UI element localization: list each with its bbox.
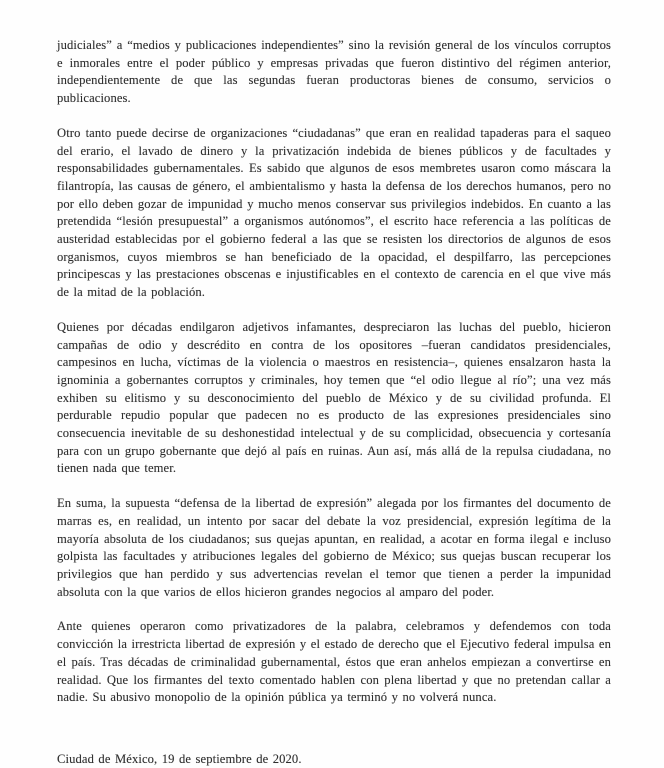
dateline: Ciudad de México, 19 de septiembre de 2020. bbox=[57, 751, 302, 766]
paragraph-4: En suma, la supuesta “defensa de la libertad de expresión” alegada por los firmantes del documento de marras es, en realidad, un intento por sacar del debate la voz presidencial, expresión legítima de la mayoría absoluta de los ciudadanos; sus quejas apuntan, en realidad, a acotar en forma ilegal e incluso golpista las facultades y atribuciones legales del gobierno de México; sus quejas buscan recuperar los privilegios que han perdido y sus advertencias revelan el temor que tienen a perder la impunidad absoluta con la que varios de ellos hicieron grandes negocios al amparo del poder. bbox=[57, 496, 611, 599]
paragraph-2: Otro tanto puede decirse de organizaciones “ciudadanas” que eran en realidad tapaderas para el saqueo del erario, el lavado de dinero y la privatización indebida de bienes públicos y de facultades y responsabilidades gubernamentales. Es sabido que algunos de esos membretes usaron como máscara la filantropía, las causas de género, el ambientalismo y hasta la defensa de los derechos humanos, pero no por ello deben gozar de impunidad y mucho menos conservar sus privilegios indebidos. En cuanto a las pretendida “lesión presupuestal” a organismos autónomos”, el escrito hace referencia a las políticas de austeridad establecidas por el gobierno federal a las que se resisten los directorios de algunos de esos organismos, cuyos miembros se han beneficiado de la opacidad, el despilfarro, las percepciones principescas y las prestaciones obscenas e injustificables en el contexto de carencia en el que vive más de la mitad de la población. bbox=[57, 125, 611, 300]
paragraph-3: Quienes por décadas endilgaron adjetivos infamantes, despreciaron las luchas del pueblo, hicieron campañas de odio y descrédito en contra de los opositores –fueran candidatos presidenciales, campesinos en lucha, víctimas de la violencia o maestros en resistencia–, quienes ensalzaron hasta la ignominia a gobernantes corruptos y criminales, hoy temen que “el odio llegue al río”; una vez más exhiben su elitismo y su desconocimiento del pueblo de México y de su civilidad profunda. El perdurable repudio popular que padecen no es producto de las expresiones presidenciales sino consecuencia inevitable de su deshonestidad intelectual y de su complicidad, obsecuencia y cortesanía para con un grupo gobernante que dejó al país en ruinas. Aun así, más allá de la repulsa ciudadana, no tienen nada que temer. bbox=[57, 319, 611, 476]
paragraph-1: judiciales” a “medios y publicaciones independientes” sino la revisión general de los vínculos corruptos e inmorales entre el poder público y empresas privadas que fueron distintivo del régimen anterior, independientemente de que las segundas fueran productoras bienes de consumo, servicios o publicaciones. bbox=[57, 38, 611, 106]
paragraph-5: Ante quienes operaron como privatizadores de la palabra, celebramos y defendemos con toda convicción la irrestricta libertad de expresión y el estado de derecho que el Ejecutivo federal impulsa en el país. Tras décadas de criminalidad gubernamental, éstos que eran anhelos empiezan a convertirse en realidad. Que los firmantes del texto comentado hablen con plena libertad y que no pretendan callar a nadie. Su abusivo monopolio de la opinión pública ya terminó y no volverá nunca. bbox=[57, 619, 611, 705]
